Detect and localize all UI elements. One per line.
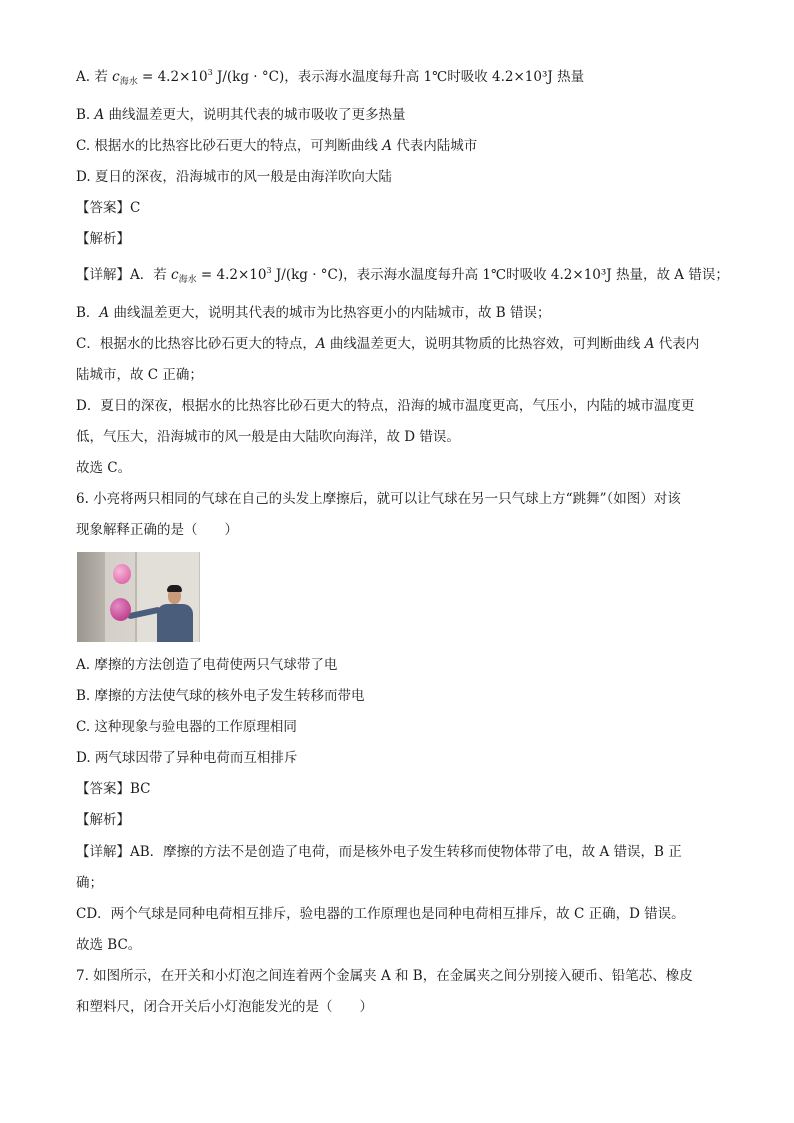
- q6-detail-line1: 【详解】AB．摩擦的方法不是创造了电荷，而是核外电子发生转移而使物体带了电，故 A 错误，B 正: [76, 844, 682, 860]
- q6-detail-line3: CD．两个气球是同种电荷相互排斥，验电器的工作原理也是同种电荷相互排斥，故 C 正确，D 错误。: [76, 906, 685, 922]
- q6-option-d: D. 两气球因带了异种电荷而互相排斥: [76, 750, 298, 766]
- q6-stem-line2: 现象解释正确的是（ ）: [76, 522, 238, 538]
- q5-answer: 【答案】C: [76, 200, 141, 216]
- q5-detail-c-line2: 陆城市，故 C 正确；: [76, 367, 203, 383]
- q6-detail-line2: 确；: [76, 875, 103, 891]
- q6-option-a: A. 摩擦的方法创造了电荷使两只气球带了电: [76, 657, 338, 673]
- q7-stem-line1: 7. 如图所示，在开关和小灯泡之间连着两个金属夹 A 和 B，在金属夹之间分别接入硬币、铅笔芯、橡皮: [76, 968, 693, 984]
- q5-option-b: B. A 曲线温差更大，说明其代表的城市吸收了更多热量: [76, 107, 406, 123]
- q5-analysis-heading: 【解析】: [76, 231, 130, 247]
- q7-stem-line2: 和塑料尺，闭合开关后小灯泡能发光的是（ ）: [76, 999, 373, 1015]
- balloon-experiment-photo: [77, 552, 200, 642]
- q5-option-a: A. 若 $c_{海水} = 4.2\times 10^3$ J/(kg · °C)，表示海水温度每升高 1℃时吸收 4.2×10³J 热量: [76, 68, 585, 87]
- q6-stem-line1: 6. 小亮将两只相同的气球在自己的头发上摩擦后，就可以让气球在另一只气球上方“跳舞”（如图）对该: [76, 491, 681, 507]
- q5-detail-d-line1: D．夏日的深夜，根据水的比热容比砂石更大的特点，沿海的城市温度更高，气压小，内陆的城市温度更: [76, 398, 695, 414]
- q5-detail-c-line1: C．根据水的比热容比砂石更大的特点，A 曲线温差更大，说明其物质的比热容效，可判断曲线 A 代表内: [76, 336, 700, 352]
- q5-option-d: D. 夏日的深夜，沿海城市的风一般是由海洋吹向大陆: [76, 169, 392, 185]
- q5-conclusion: 故选 C。: [76, 460, 132, 476]
- q6-option-b: B. 摩擦的方法使气球的核外电子发生转移而带电: [76, 688, 365, 704]
- q5-detail-d-line2: 低，气压大，沿海城市的风一般是由大陆吹向海洋，故 D 错误。: [76, 429, 460, 445]
- q5-option-c: C. 根据水的比热容比砂石更大的特点，可判断曲线 A 代表内陆城市: [76, 138, 478, 154]
- q6-option-c: C. 这种现象与验电器的工作原理相同: [76, 719, 297, 735]
- lower-balloon-icon: [110, 598, 131, 621]
- q6-conclusion: 故选 BC。: [76, 937, 142, 953]
- q6-analysis-heading: 【解析】: [76, 812, 130, 828]
- q5-detail-a: 【详解】A．若 $c_{海水} = 4.2\times 10^3$ J/(kg · °C)，表示海水温度每升高 1℃时吸收 4.2×10³J 热量，故 A 错误；: [76, 266, 729, 285]
- q6-answer: 【答案】BC: [76, 781, 151, 797]
- upper-balloon-icon: [113, 564, 131, 584]
- q5-detail-b: B．A 曲线温差更大，说明其代表的城市为比热容更小的内陆城市，故 B 错误；: [76, 305, 551, 321]
